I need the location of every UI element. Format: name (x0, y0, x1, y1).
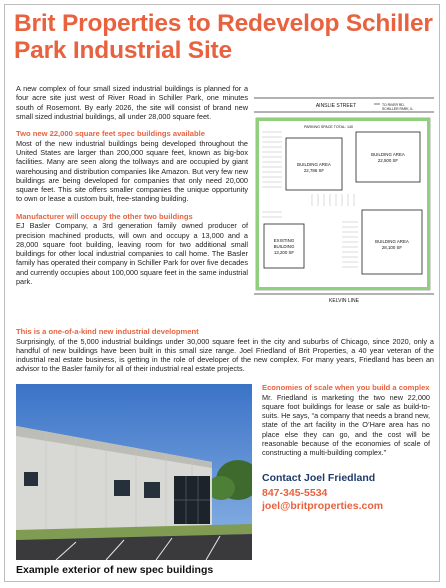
building-area: 28,100 SF (381, 245, 403, 250)
building-label: BUILDING AREA (297, 162, 331, 167)
section4-heading: Economies of scale when you build a complex (262, 383, 430, 392)
contact-heading: Contact Joel Friedland (262, 471, 376, 484)
landscape-strip (256, 287, 430, 290)
window (144, 482, 160, 498)
landscape-strip (427, 118, 430, 290)
window (24, 472, 38, 486)
building-top-right (356, 132, 420, 182)
building-label: BUILDING AREA (371, 152, 405, 157)
contact-email[interactable]: joel@britproperties.com (262, 499, 384, 512)
window (114, 480, 130, 496)
site-plan (252, 82, 436, 304)
section3-body: Surprisingly, of the 5,000 industrial buildings under 30,000 square feet in the city and suburbs of Chicago, since 2020, only a handful of new buildings have been built in this small size range. Joel Friedland of Brit Properties, a 40 year veteran of the industrial real estate business, is getting in the role of developer of the new complex. For many years, Friedland has been an advisor to the Basler family for all of their industrial real estate projects. (16, 336, 434, 374)
building-area: 22,500 SF (377, 158, 399, 163)
building-photo (16, 384, 252, 560)
section1-body: Most of the new industrial buildings being developed throughout the United States are larger than 200,000 square feet, known as big-box facilities. Many are seen along the tollways and are occupied by giant warehousing and distribution companies like Amazon. But very few new buildings are being developed for companies that only need 20,000 square feet. This site offers smaller companies the unique opportunity to own or lease a custom built, free-standing building. (16, 138, 248, 204)
street-note-1: TO RIVER RD. (382, 103, 405, 107)
section2-heading: Manufacturer will occupy the other two buildings (16, 211, 193, 221)
street-bottom-label: KELVIN LINE (329, 298, 359, 304)
street-top-label: AINSLIE STREET (315, 103, 357, 109)
landscape-strip (256, 118, 259, 290)
building-label: EXISTING (273, 238, 295, 243)
photo-caption: Example exterior of new spec buildings (16, 564, 214, 576)
section1-heading: Two new 22,000 square feet spec buildings available (16, 129, 205, 139)
contact-phone[interactable]: 847-345-5534 (262, 486, 328, 499)
building-area: 22,786 SF (303, 168, 325, 173)
building-area: 13,200 SF (273, 250, 295, 255)
headline: Brit Properties to Redevelop Schiller Park Industrial Site (14, 10, 433, 64)
parking-total: PARKING SPACE TOTAL: 140 (304, 125, 353, 129)
intro-paragraph: A new complex of four small sized industrial buildings is planned for a four acre site just west of River Road in Schiller Park, one minutes south of Rosemont. By early 2026, the site will consist of brand new small sized industrial buildings, all under 28,000 square feet. (16, 84, 248, 121)
left-column (16, 84, 248, 286)
section3-heading: This is a one-of-a-kind new industrial development (16, 327, 199, 336)
section4-body: Mr. Friedland is marketing the two new 22,000 square foot buildings for lease or sale as build-to-suits. He says, “a company that needs a brand new, state of the art facility in the O’Hare area has no place else they can go, and the cost will be reasonable because of the economies of scale of constructing a multi-building complex.” (262, 392, 430, 458)
building-label: BUILDING AREA (375, 239, 409, 244)
landscape-strip (256, 118, 430, 121)
section3 (16, 327, 434, 374)
right-column (262, 383, 430, 513)
building-label: BUILDING (273, 244, 295, 249)
section2-body: EJ Basler Company, a 3rd generation family owned producer of precision machined products, will own and occupy a 13,000 and a 28,000 square foot building, leaving room for two additional small buildings for other local industrial companies to call home. The Basler family has operated their company in Schiller Park for over five decades and currently occupies about 100,000 square feet in the same industrial park. (16, 221, 248, 287)
street-note-2: SCHILLER PARK, IL (382, 107, 414, 111)
